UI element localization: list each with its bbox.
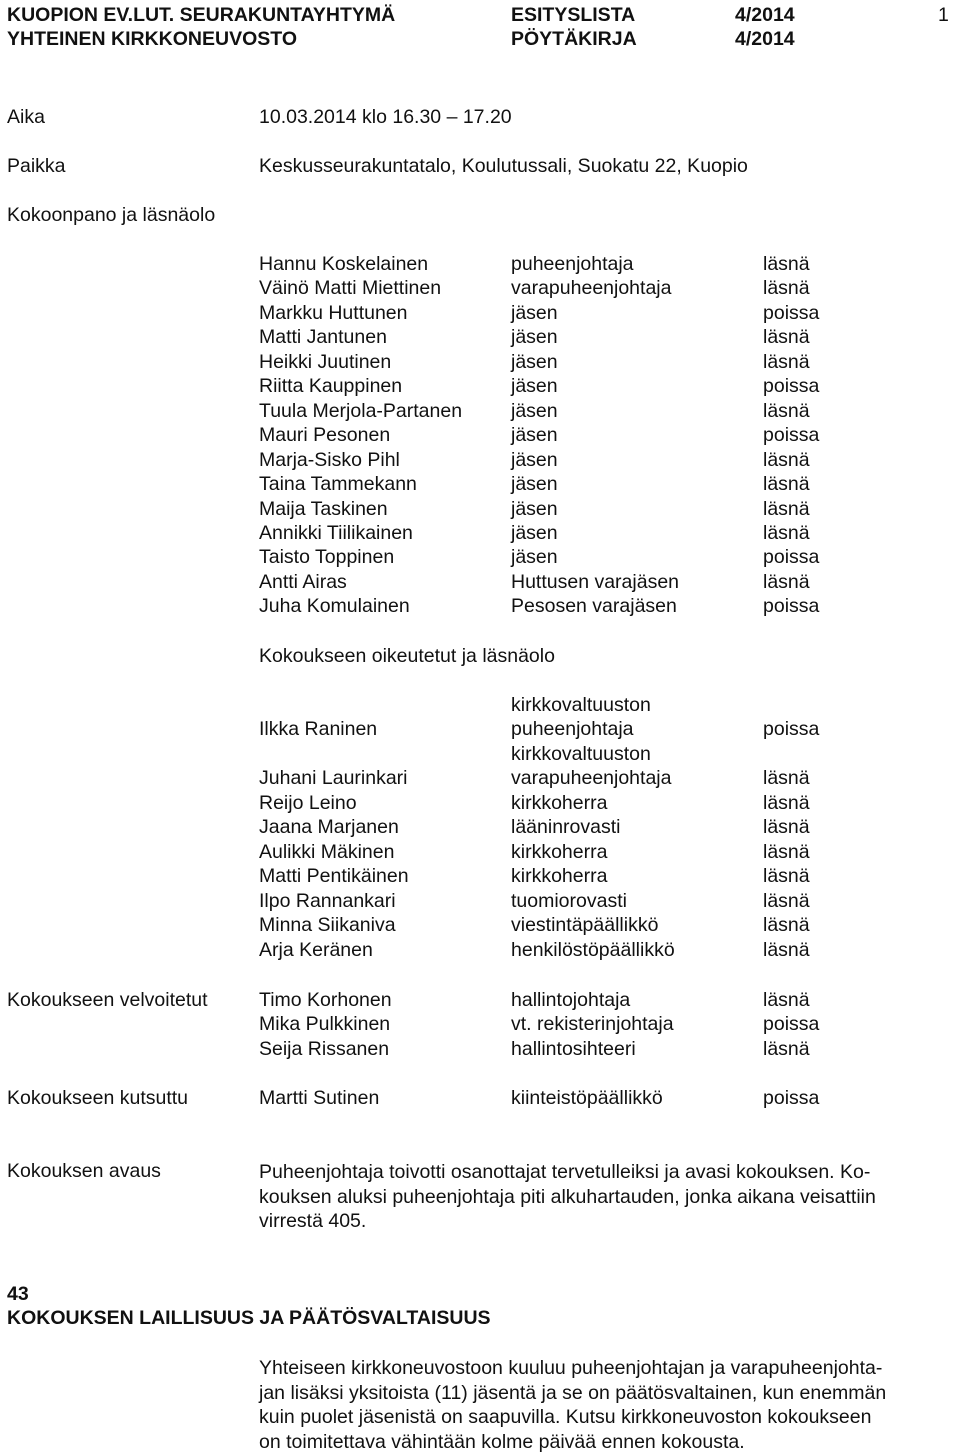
- obliged-status: läsnä: [763, 989, 810, 1011]
- member-role: jäsen: [511, 326, 558, 349]
- member-name: Antti Airas: [259, 570, 347, 593]
- entitled-status: läsnä: [763, 914, 810, 937]
- member-role: jäsen: [511, 399, 558, 422]
- member-status: poissa: [763, 595, 820, 618]
- entitled-role: kirkkoherra: [511, 792, 608, 814]
- invited-row: [0, 1087, 960, 1112]
- member-role: jäsen: [511, 448, 558, 471]
- member-role: Pesosen varajäsen: [511, 595, 677, 618]
- doc-type-minutes: PÖYTÄKIRJA: [511, 28, 637, 50]
- place-value: Keskusseurakuntatalo, Koulutussali, Suokatu 22, Kuopio: [259, 155, 748, 177]
- member-name: Taina Tammekann: [259, 473, 417, 496]
- entitled-row: [0, 792, 960, 817]
- entitled-row: [0, 743, 960, 768]
- member-name: Heikki Juutinen: [259, 350, 392, 373]
- opening-line: Puheenjohtaja toivotti osanottajat tervetulleiksi ja avasi kokouksen. Ko-: [259, 1161, 871, 1183]
- member-role: varapuheenjohtaja: [511, 277, 672, 300]
- member-status: läsnä: [763, 521, 810, 544]
- member-role: jäsen: [511, 497, 558, 520]
- obliged-role: vt. rekisterinjohtaja: [511, 1013, 674, 1036]
- member-role: jäsen: [511, 424, 558, 447]
- member-row: [0, 302, 960, 327]
- member-name: Riitta Kauppinen: [259, 375, 403, 398]
- composition-label: Kokoonpano ja läsnäolo: [7, 204, 216, 226]
- member-role: jäsen: [511, 350, 558, 373]
- member-row: [0, 326, 960, 351]
- obliged-name: Timo Korhonen: [259, 989, 392, 1011]
- member-name: Marja-Sisko Pihl: [259, 448, 400, 471]
- doc-number-minutes: 4/2014: [735, 28, 795, 50]
- entitled-row: [0, 914, 960, 939]
- entitled-row: [0, 718, 960, 743]
- invited-name: Martti Sutinen: [259, 1087, 380, 1109]
- board-name: YHTEINEN KIRKKONEUVOSTO: [7, 28, 298, 50]
- obliged-label: Kokoukseen velvoitetut: [7, 989, 208, 1011]
- entitled-role: varapuheenjohtaja: [511, 767, 672, 789]
- opening-text: [259, 1160, 949, 1234]
- invited-role: kiinteistöpäällikkö: [511, 1087, 663, 1109]
- doc-number-agenda: 4/2014: [735, 4, 795, 26]
- place-label: Paikka: [7, 155, 66, 177]
- member-status: läsnä: [763, 277, 810, 300]
- entitled-role: henkilöstöpäällikkö: [511, 938, 675, 961]
- entitled-name: Ilpo Rannankari: [259, 889, 396, 912]
- member-status: poissa: [763, 546, 820, 569]
- member-role: Huttusen varajäsen: [511, 570, 680, 593]
- member-row: [0, 546, 960, 571]
- entitled-name: Ilkka Raninen: [259, 718, 378, 740]
- member-role: jäsen: [511, 473, 558, 496]
- entitled-status: läsnä: [763, 889, 810, 912]
- org-name: KUOPION EV.LUT. SEURAKUNTAYHTYMÄ: [7, 4, 396, 26]
- section-text: [259, 1356, 949, 1454]
- entitled-row: [0, 694, 960, 719]
- entitled-role: kirkkovaltuuston: [511, 743, 651, 765]
- obliged-role: hallintojohtaja: [511, 989, 631, 1011]
- member-name: Mauri Pesonen: [259, 424, 391, 447]
- member-name: Juha Komulainen: [259, 595, 410, 618]
- member-status: poissa: [763, 301, 820, 324]
- section-line: Yhteiseen kirkkoneuvostoon kuuluu puheenjohtajan ja varapuheenjohta-: [259, 1357, 883, 1379]
- entitled-status: läsnä: [763, 767, 810, 789]
- member-status: läsnä: [763, 350, 810, 373]
- member-row: [0, 400, 960, 425]
- entitled-status: läsnä: [763, 816, 810, 839]
- member-role: jäsen: [511, 521, 558, 544]
- opening-line: kouksen aluksi puheenjohtaja piti alkuhartauden, jonka aikana veisattiin: [259, 1185, 876, 1208]
- entitled-row: [0, 816, 960, 841]
- obliged-row: [0, 1013, 960, 1038]
- member-role: puheenjohtaja: [511, 253, 634, 275]
- member-row: [0, 424, 960, 449]
- member-row: [0, 277, 960, 302]
- entitled-name: Minna Siikaniva: [259, 914, 396, 937]
- time-label: Aika: [7, 106, 45, 128]
- member-role: jäsen: [511, 375, 558, 398]
- section-line: kuin puolet jäsenistä on saapuvilla. Kutsu kirkkoneuvoston kokoukseen: [259, 1406, 872, 1428]
- entitled-name: Juhani Laurinkari: [259, 767, 408, 789]
- member-row: [0, 498, 960, 523]
- member-name: Maija Taskinen: [259, 497, 388, 520]
- member-name: Väinö Matti Miettinen: [259, 277, 442, 300]
- time-value: 10.03.2014 klo 16.30 – 17.20: [259, 106, 512, 128]
- member-status: läsnä: [763, 473, 810, 496]
- entitled-heading: Kokoukseen oikeutetut ja läsnäolo: [259, 645, 555, 667]
- entitled-status: läsnä: [763, 938, 810, 961]
- member-name: Matti Jantunen: [259, 326, 387, 349]
- member-role: jäsen: [511, 301, 558, 324]
- entitled-row: [0, 865, 960, 890]
- member-row: [0, 571, 960, 596]
- entitled-role: tuomiorovasti: [511, 889, 627, 912]
- member-status: poissa: [763, 375, 820, 398]
- obliged-name: Mika Pulkkinen: [259, 1013, 391, 1036]
- section-title: KOKOUKSEN LAILLISUUS JA PÄÄTÖSVALTAISUUS: [7, 1307, 491, 1329]
- entitled-row: [0, 939, 960, 964]
- obliged-status: läsnä: [763, 1037, 810, 1060]
- member-status: läsnä: [763, 326, 810, 349]
- entitled-role: kirkkoherra: [511, 840, 608, 863]
- obliged-name: Seija Rissanen: [259, 1037, 390, 1060]
- entitled-row: [0, 890, 960, 915]
- member-row: [0, 522, 960, 547]
- obliged-status: poissa: [763, 1013, 820, 1036]
- member-name: Taisto Toppinen: [259, 546, 395, 569]
- opening-label: Kokouksen avaus: [7, 1160, 161, 1182]
- entitled-name: Reijo Leino: [259, 792, 357, 814]
- entitled-role: kirkkoherra: [511, 865, 608, 888]
- invited-status: poissa: [763, 1087, 820, 1109]
- member-row: [0, 473, 960, 498]
- entitled-name: Aulikki Mäkinen: [259, 840, 395, 863]
- entitled-name: Matti Pentikäinen: [259, 865, 409, 888]
- entitled-row: [0, 767, 960, 792]
- member-role: jäsen: [511, 546, 558, 569]
- section-line: on toimitettava vähintään kolme päivää ennen kokousta.: [259, 1430, 745, 1453]
- member-status: läsnä: [763, 253, 810, 275]
- member-row: [0, 253, 960, 278]
- entitled-status: poissa: [763, 718, 820, 740]
- section-line: jan lisäksi yksitoista (11) jäsentä ja se on päätösvaltainen, kun enemmän: [259, 1381, 887, 1404]
- member-row: [0, 449, 960, 474]
- obliged-row: [0, 1038, 960, 1063]
- member-name: Markku Huttunen: [259, 301, 408, 324]
- opening-line: virrestä 405.: [259, 1210, 367, 1232]
- entitled-status: läsnä: [763, 840, 810, 863]
- obliged-role: hallintosihteeri: [511, 1037, 636, 1060]
- entitled-role: lääninrovasti: [511, 816, 621, 839]
- member-row: [0, 351, 960, 376]
- invited-label: Kokoukseen kutsuttu: [7, 1087, 189, 1109]
- section-number: 43: [7, 1283, 29, 1305]
- entitled-row: [0, 841, 960, 866]
- page-number: 1: [938, 4, 949, 26]
- entitled-status: läsnä: [763, 865, 810, 888]
- obliged-row: [0, 989, 960, 1014]
- member-status: läsnä: [763, 448, 810, 471]
- member-name: Hannu Koskelainen: [259, 253, 429, 275]
- member-status: läsnä: [763, 399, 810, 422]
- entitled-role: kirkkovaltuuston: [511, 694, 651, 716]
- member-row: [0, 595, 960, 620]
- entitled-status: läsnä: [763, 792, 810, 814]
- member-status: läsnä: [763, 570, 810, 593]
- doc-type-agenda: ESITYSLISTA: [511, 4, 636, 26]
- member-name: Annikki Tiilikainen: [259, 521, 413, 544]
- member-row: [0, 375, 960, 400]
- entitled-role: puheenjohtaja: [511, 718, 634, 740]
- member-name: Tuula Merjola-Partanen: [259, 399, 463, 422]
- member-status: poissa: [763, 424, 820, 447]
- entitled-name: Jaana Marjanen: [259, 816, 399, 839]
- entitled-role: viestintäpäällikkö: [511, 914, 659, 937]
- entitled-name: Arja Keränen: [259, 938, 373, 961]
- member-status: läsnä: [763, 497, 810, 520]
